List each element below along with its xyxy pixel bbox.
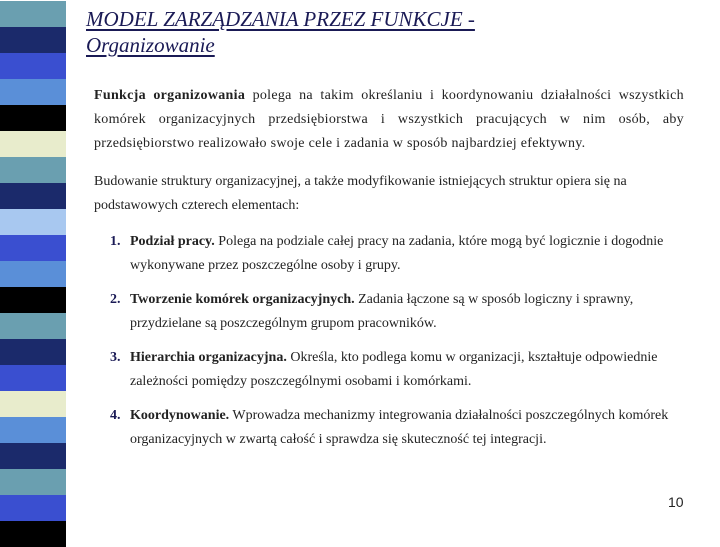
stripe-square [0,27,66,53]
slide-content [94,84,684,462]
stripe-square [0,495,66,521]
stripe-square [0,157,66,183]
decorative-stripe [0,0,66,540]
list-item-term: Koordynowanie. [130,408,230,423]
stripe-square [0,365,66,391]
stripe-square [0,53,66,79]
intro-term: Funkcja organizowania [94,88,246,103]
stripe-square [0,339,66,365]
list-item [110,288,684,336]
list-item-number: 4. [110,408,121,423]
list-item-term: Hierarchia organizacyjna. [130,350,287,365]
list-item-text: Zadania łączone są w sposób logiczny i sprawny, przydzielane są poszczególnym grupom pracowników. [130,292,634,331]
stripe-square [0,443,66,469]
list-item-number: 2. [110,292,121,307]
list-item-number: 3. [110,350,121,365]
stripe-square [0,183,66,209]
list-item-text: Polega na podziale całej pracy na zadania, które mogą być logicznie i dogodnie wykonywane przez poszczególne osoby i grupy. [130,234,664,273]
list-item [110,404,684,452]
stripe-square [0,521,66,547]
intro-text: polega na takim określaniu i koordynowaniu działalności wszystkich komórek organizacyjnych przedsiębiorstwa i wszystkich pracujących w nim osób, aby przedsiębiorstwo realizowało swoje cele i zadania w sposób najbardziej efektywny. [94,88,684,151]
page-number: 10 [668,494,684,510]
stripe-square [0,261,66,287]
slide-title [86,6,696,58]
stripe-square [0,209,66,235]
list-item [110,346,684,394]
stripe-square [0,235,66,261]
stripe-square [0,469,66,495]
stripe-square [0,391,66,417]
list-item [110,230,684,278]
list-item-term: Tworzenie komórek organizacyjnych. [130,292,355,307]
elements-list [110,230,684,452]
lead-paragraph: Budowanie struktury organizacyjnej, a także modyfikowanie istniejących struktur opiera się na podstawowych czterech elementach: [94,174,627,213]
stripe-square [0,1,66,27]
stripe-square [0,131,66,157]
stripe-square [0,417,66,443]
stripe-square [0,313,66,339]
list-item-text: Określa, kto podlega komu w organizacji, kształtuje odpowiednie zależności pomiędzy poszczególnymi osobami i komórkami. [130,350,658,389]
slide-title-line-1: MODEL ZARZĄDZANIA PRZEZ FUNKCJE - [86,7,475,31]
list-item-text: Wprowadza mechanizmy integrowania działalności poszczególnych komórek organizacyjnych w zwartą całość i sprawdza się skuteczność tej integracji. [130,408,669,447]
slide-title-line-2: Organizowanie [86,33,215,57]
list-item-term: Podział pracy. [130,234,215,249]
stripe-square [0,105,66,131]
stripe-square [0,79,66,105]
list-item-number: 1. [110,234,121,249]
intro-paragraph [94,84,684,156]
stripe-square [0,287,66,313]
